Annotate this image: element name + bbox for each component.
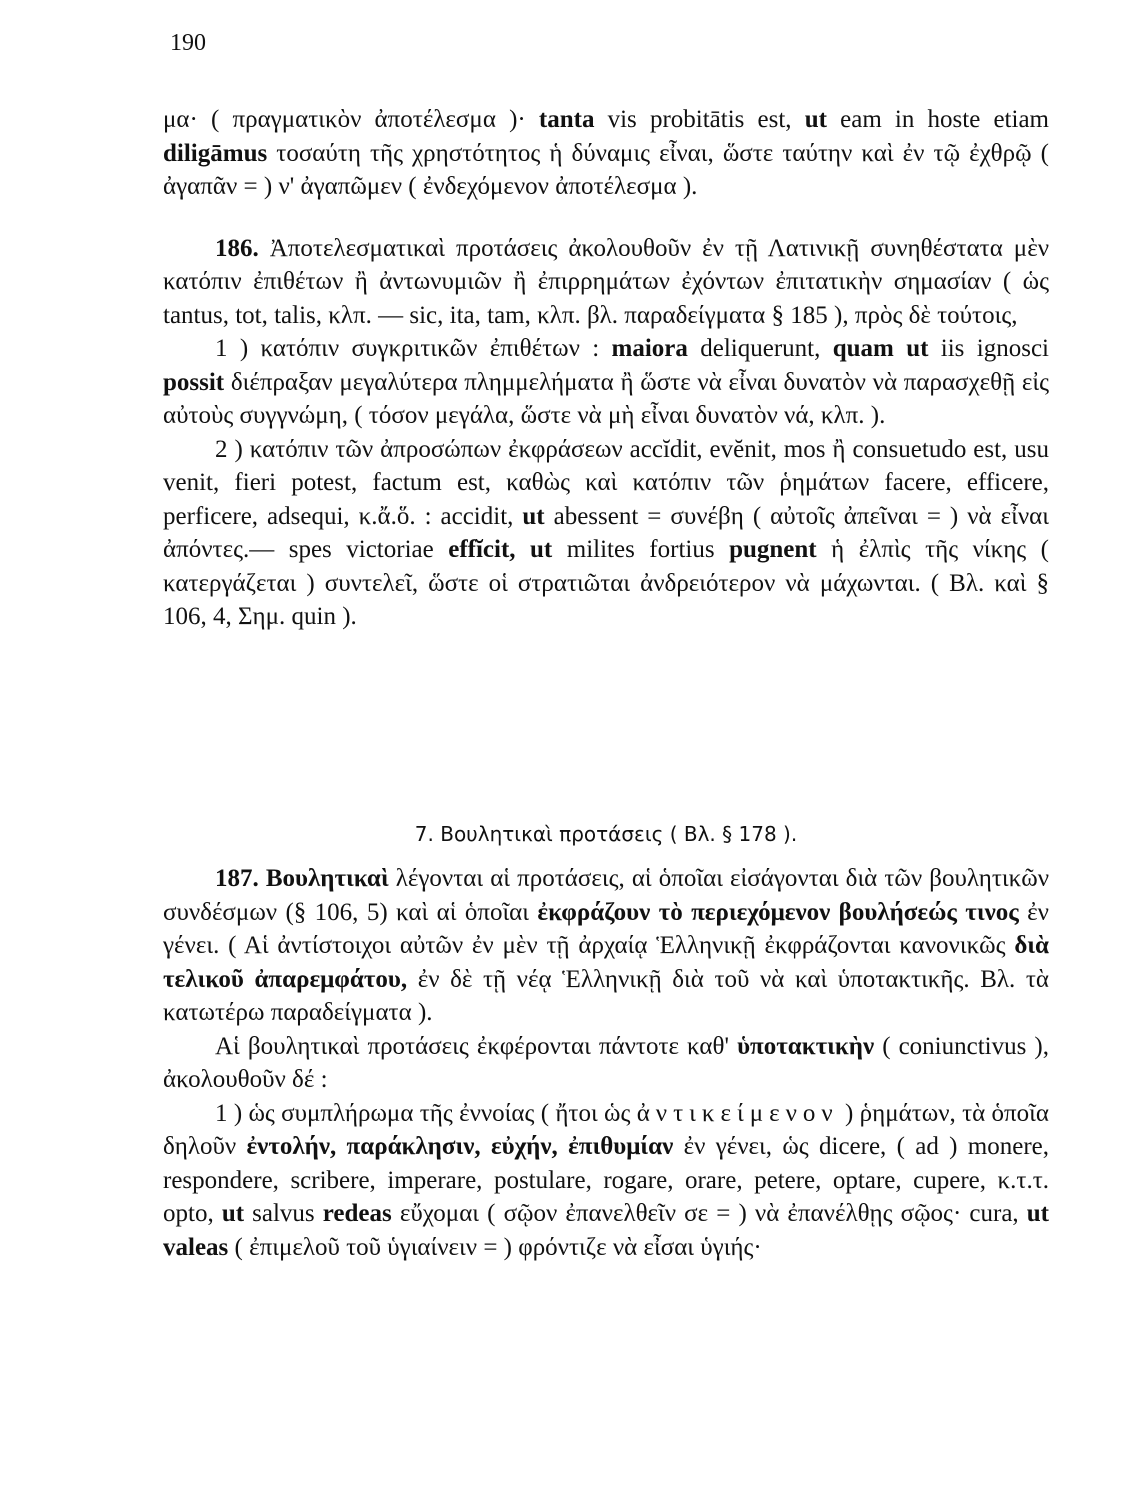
list-item-187-1: 1 ) ὡς συμπλήρωμα τῆς ἐννοίας ( ἤτοι ὡς ἀντικείμενον ) ῥημάτων, τὰ ὁποῖα δηλοῦν ἐντολήν, παράκλησιν, εὐχήν, ἐπιθυμίαν ἐν γένει, ὡς dicere, ( ad ) monere, respondere, scribere, imperare, postulare, rogare, orare, petere, optare, cupere, κ.τ.τ. opto, ut salvus redeas εὔχομαι ( σῷον ἐπανελθεῖν σε = ) νὰ ἐπανέλθῃς σῷος· cura, ut valeas ( ἐπιμελοῦ τοῦ ὑγιαίνειν = ) φρόντιζε νὰ εἶσαι ὑγιής· — [163, 1099, 1050, 1261]
paragraph-187-subjunctive: Αἱ βουλητικαὶ προτάσεις ἐκφέρονται πάντοτε καθ' ὑποτακτικὴν ( coniunctivus ), ἀκολουθοῦν δέ : — [163, 1032, 1049, 1093]
list-item-186-1: 1 ) κατόπιν συγκριτικῶν ἐπιθέτων : maiora deliquerunt, quam ut iis ignosci possit διέπραξαν μεγαλύτερα πλημμελήματα ἢ ὥστε νὰ εἶναι δυνατὸν νὰ παρασχεθῇ εἰς αὐτοὺς συγγνώμη, ( τόσον μεγάλα, ὥστε νὰ μὴ εἶναι δυνατὸν νά, κλπ. ). — [163, 335, 1049, 429]
paragraph-intro: μα· ( πραγματικὸν ἀποτέλεσμα )· tanta vis probitātis est, ut eam in hoste etiam diligāmus τοσαύτη τῆς χρηστότητος ἡ δύναμις εἶναι, ὥστε ταύτην καὶ ἐν τῷ ἐχθρῷ ( ἀγαπᾶν = ) ν' ἀγαπῶμεν ( ἐνδεχόμενον ἀποτέλεσμα ). — [163, 106, 1049, 200]
paragraph-section-187: 187. Βουλητικαὶ λέγονται αἱ προτάσεις, αἱ ὁποῖαι εἰσάγονται διὰ τῶν βουλητικῶν συνδέσμων (§ 106, 5) καὶ αἱ ὁποῖαι ἐκφράζουν τὸ περιεχόμενον βουλήσεώς τινος ἐν γένει. ( Αἱ ἀντίστοιχοι αὐτῶν ἐν μὲν τῇ ἀρχαίᾳ Ἑλληνικῇ ἐκφράζονται κανονικῶς διὰ τελικοῦ ἀπαρεμφάτου, ἐν δὲ τῇ νέᾳ Ἑλληνικῇ διὰ τοῦ νὰ καὶ ὑποτακτικῆς. Βλ. τὰ κατωτέρω παραδείγματα ). — [163, 865, 1049, 1026]
text-block-lower — [163, 862, 1049, 1264]
section-number-187: 187. — [215, 865, 259, 892]
subheading-voluntative-clauses: 7. Βουλητικαὶ προτάσεις ( Βλ. § 178 ). — [414, 822, 798, 846]
text-block-upper — [163, 103, 1049, 634]
paragraph-section-186: 186. Ἀποτελεσματικαὶ προτάσεις ἀκολουθοῦν ἐν τῇ Λατινικῇ συνηθέστατα μὲν κατόπιν ἐπιθέτων ἢ ἀντωνυμιῶν ἢ ἐπιρρημάτων ἐχόντων ἐπιτατικὴν σημασίαν ( ὡς tantus, tot, talis, κλπ. — sic, ita, tam, κλπ. βλ. παραδείγματα § 185 ), πρὸς δὲ τούτοις, — [163, 234, 1049, 329]
section-number-186: 186. — [215, 234, 259, 262]
page-number: 190 — [170, 30, 206, 56]
list-item-186-2: 2 ) κατόπιν τῶν ἀπροσώπων ἐκφράσεων accĭdit, evĕnit, mos ἢ consuetudo est, usu venit, fieri potest, factum est, καθὼς καὶ κατόπιν τῶν ῥημάτων facere, efficere, perficere, adsequi, κ.ἄ.ὅ. : accidit, ut abessent = συνέβη ( αὐτοῖς ἀπεῖναι = ) νὰ εἶναι ἀπόντες.— spes victoriae effĭcit, ut milites fortius pugnent ἡ ἐλπὶς τῆς νίκης ( κατεργάζεται ) συντελεῖ, ὥστε οἱ στρατιῶται ἀνδρειότερον νὰ μάχωνται. ( Βλ. καὶ § 106, 4, Σημ. quin ). — [163, 435, 1050, 630]
